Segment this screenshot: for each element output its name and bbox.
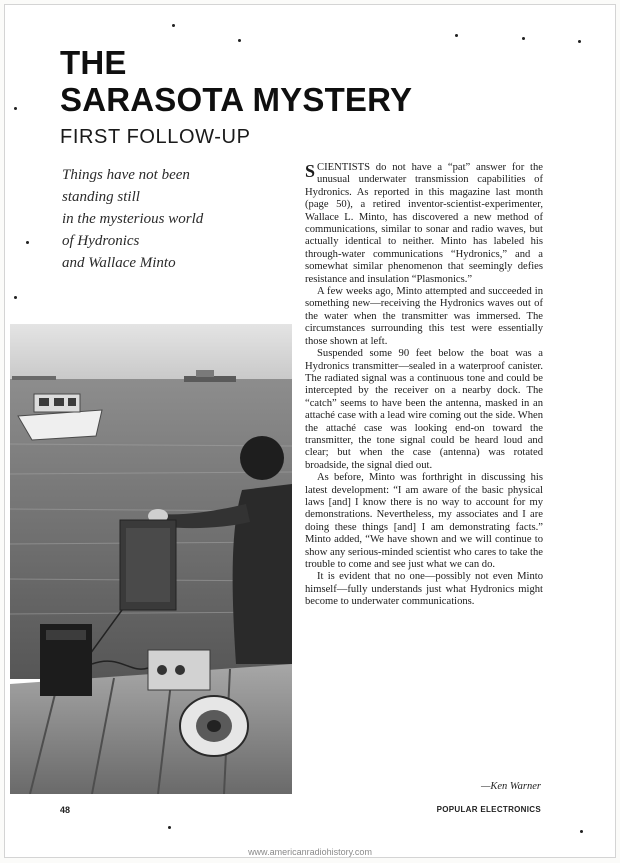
intro-line: in the mysterious world	[62, 211, 204, 227]
dust-speck	[578, 40, 581, 43]
article-body	[305, 162, 543, 609]
body-paragraph: SCIENTISTS do not have a “pat” answer for the unusual underwater transmission capabilities of Hydronics. As reported in this magazine last month (page 50), a retired inventor-scientist-experimenter, Wallace L. Minto, has discovered a new method of communications, similar to sonar and radio waves, but actually identical to neither. Minto has labeled his through-water communications “Hydronics,” and a somewhat similar phenomenon that seemingly defies resistance and insulation “Plasmonics.”	[305, 161, 543, 285]
dust-speck	[14, 107, 17, 110]
speaker-horn-icon	[180, 696, 248, 756]
article-subtitle: FIRST FOLLOW-UP	[60, 126, 251, 148]
dust-speck	[238, 39, 241, 42]
intro-deck	[62, 164, 282, 274]
dust-speck	[14, 296, 17, 299]
author-byline: —Ken Warner	[481, 781, 541, 792]
magazine-name: POPULAR ELECTRONICS	[436, 805, 541, 814]
dust-speck	[580, 830, 583, 833]
body-paragraph: Suspended some 90 feet below the boat was a Hydronics transmitter—sealed in a waterproof canister. The radiated signal was a continuous tone and could be intercepted by the receiver on a nearby dock. The “catch” seems to have been the antenna, masked in an attaché case with a lead wire coming out the side. When the attaché case was looking end-on toward the transmitter, the tone signal could be heard loud and clear; but when the case (antenna) was rotated broadside, the signal died out.	[305, 348, 543, 471]
intro-line: of Hydronics	[62, 233, 140, 249]
body-paragraph: It is evident that no one—possibly not even Minto himself—fully understands just what Hydronics might become to underwater communications.	[305, 571, 543, 608]
intro-line: Things have not been	[62, 167, 190, 183]
page-number: 48	[60, 805, 71, 815]
dust-speck	[455, 34, 458, 37]
dust-speck	[26, 241, 29, 244]
intro-line: and Wallace Minto	[62, 255, 176, 271]
title-line: SARASOTA MYSTERY	[60, 81, 413, 118]
article-title	[60, 44, 412, 118]
photo-illustration	[10, 324, 292, 794]
dust-speck	[168, 826, 171, 829]
body-paragraph: A few weeks ago, Minto attempted and succeeded in something new—receiving the Hydronics waves out of the water when the transmitter was immersed. The circumstances surrounding this test were essentially those shown at left.	[305, 286, 543, 347]
body-paragraph: As before, Minto was forthright in discussing his latest development: “I am aware of the basic physical laws [and] I know there is no way to account for my demonstrations. Nevertheless, my associates and I are doing these things [and] I am demonstrating facts.” Minto added, “We have shown and we will continue to show any serious-minded scientist who cares to take the trouble to come and see just what we can do.	[305, 472, 543, 570]
title-line: THE	[60, 44, 127, 81]
intro-line: standing still	[62, 189, 140, 205]
source-watermark: www.americanradiohistory.com	[248, 847, 372, 857]
article-photo	[10, 324, 292, 794]
dust-speck	[172, 24, 175, 27]
dust-speck	[522, 37, 525, 40]
